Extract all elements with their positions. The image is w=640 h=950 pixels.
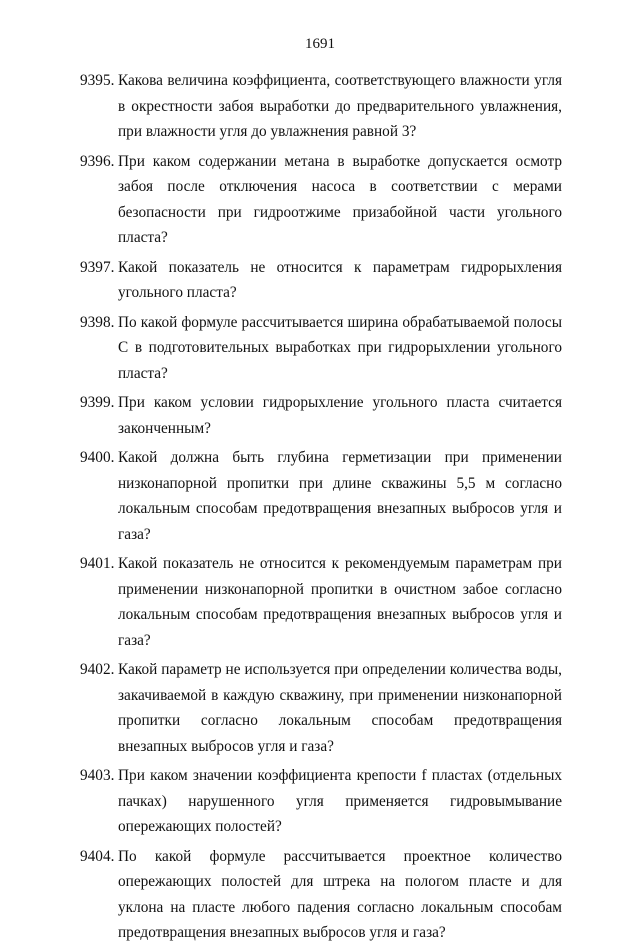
question-text: Какой показатель не относится к рекомендуемым параметрам при применении низконапорной пропитки в очистном забое согласно локальным способам предотвращения внезапных выбросов угля и газа? [118,555,562,649]
question-item [80,68,562,145]
question-text: При каком условии гидрорыхление угольного пласта считается законченным? [118,394,562,437]
question-number: 9400. [80,449,115,466]
question-item [80,763,562,840]
question-item [80,390,562,441]
question-item [80,445,562,547]
question-item [80,149,562,251]
question-item [80,551,562,653]
question-text: При каком содержании метана в выработке допускается осмотр забоя после отключения насоса в соответствии с мерами безопасности при гидроотжиме призабойной части угольного пласта? [118,152,562,246]
question-list [80,68,562,950]
question-item [80,255,562,306]
page-number: 1691 [305,36,335,52]
question-text: Какой должна быть глубина герметизации при применении низконапорной пропитки при длине скважины 5,5 м согласно локальным способам предотвращения внезапных выбросов угля и газа? [118,449,562,543]
question-item [80,657,562,759]
question-text: По какой формуле рассчитывается ширина обрабатываемой полосы С в подготовительных выработках при гидрорыхлении угольного пласта? [118,313,562,382]
question-number: 9398. [80,313,115,331]
question-item [80,310,562,387]
question-number: 9403. [80,767,115,784]
question-number: 9401. [80,555,115,572]
question-number: 9399. [80,394,115,411]
question-number: 9397. [80,258,115,276]
question-number: 9396. [80,152,115,170]
question-text: При каком значении коэффициента крепости f пластах (отдельных пачках) нарушенного угля применяется гидровымывание опережающих полостей? [118,767,562,835]
question-number: 9402. [80,661,115,678]
question-text: Какой параметр не используется при определении количества воды, закачиваемой в каждую скважину, при применении низконапорной пропитки согласно локальным способам предотвращения внезапных выбросов угля и газа? [118,661,562,755]
question-number: 9404. [80,847,115,865]
question-number: 9395. [80,72,115,89]
question-item [80,844,562,946]
question-text: Какова величина коэффициента, соответствующего влажности угля в окрестности забоя выработки до предварительного увлажнения, при влажности угля до увлажнения равной 3? [118,72,562,140]
question-text: Какой показатель не относится к параметрам гидрорыхления угольного пласта? [118,258,562,301]
question-text: По какой формуле рассчитывается проектное количество опережающих полостей для штрека на пологом пласте и для уклона на пласте любого падения согласно локальным способам предотвращения внезапных выбросов угля и газа? [118,847,562,941]
